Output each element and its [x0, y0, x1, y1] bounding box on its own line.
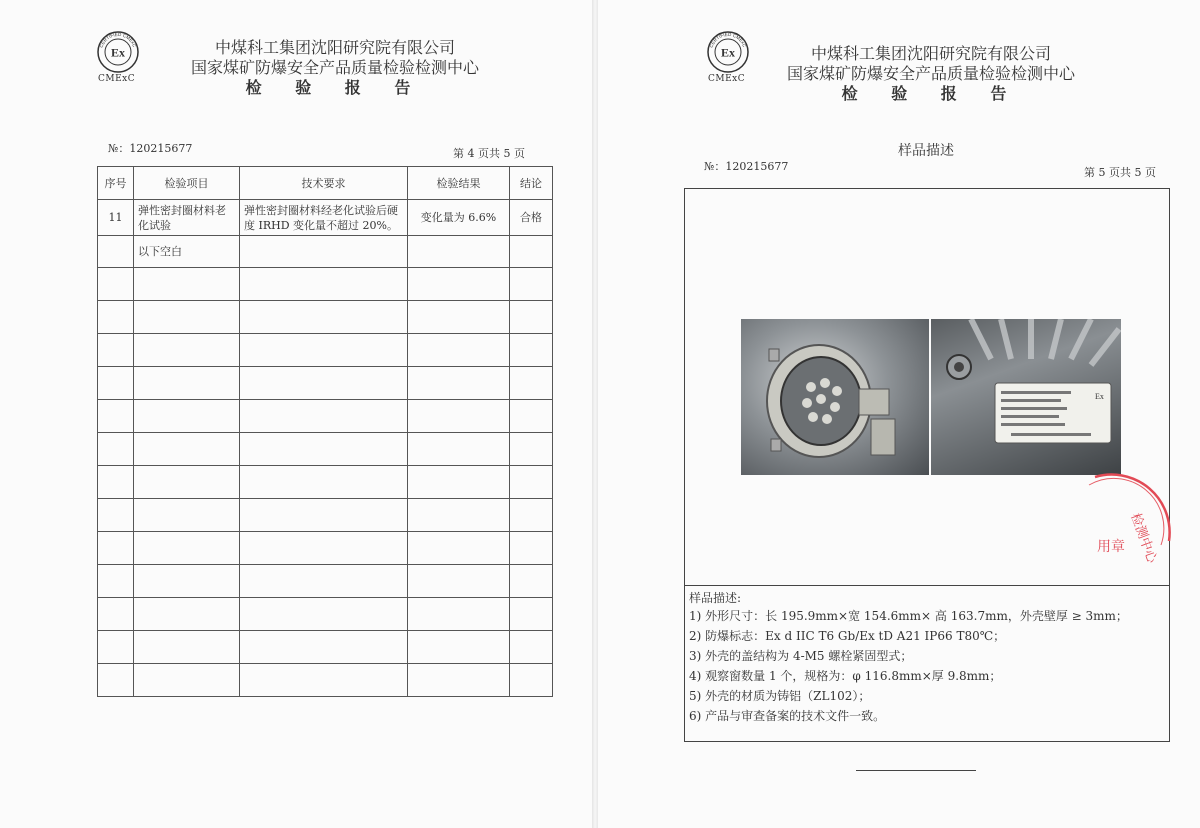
cell-item: 以下空白 [134, 236, 240, 268]
right-page [598, 0, 1200, 828]
description-line-5: 5) 外壳的材质为铸铝（ZL102）； [689, 689, 871, 703]
table-row [98, 200, 553, 236]
logo-ring-text: CERTIFIED CMExC [98, 31, 138, 49]
cell-item [134, 664, 240, 697]
cell-result [408, 367, 510, 400]
table-row [98, 236, 553, 268]
logo-ring-text: CERTIFIED CMExC [708, 31, 748, 49]
table-row [98, 400, 553, 433]
company-name: 中煤科工集团沈阳研究院有限公司 [810, 44, 1051, 63]
table-row [98, 334, 553, 367]
cell-result [408, 565, 510, 598]
cell-item [134, 532, 240, 565]
description-line-4: 4) 观察窗数量 1 个，规格为：φ 116.8mm×厚 9.8mm； [689, 669, 1002, 683]
cell-result [408, 433, 510, 466]
cell-requirement: 弹性密封圈材料经老化试验后硬度 IRHD 变化量不超过 20%。 [240, 200, 408, 236]
cmexc-logo [96, 30, 140, 74]
cell-no [98, 433, 134, 466]
inspection-table [97, 166, 553, 697]
cell-item [134, 268, 240, 301]
table-row [98, 664, 553, 697]
cell-requirement [240, 433, 408, 466]
cell-requirement [240, 631, 408, 664]
cell-item [134, 400, 240, 433]
cell-result [408, 236, 510, 268]
description-line-6: 6) 产品与审查备案的技术文件一致。 [689, 709, 886, 723]
cell-verdict [510, 301, 553, 334]
cmexc-logo [706, 30, 750, 74]
cell-no [98, 466, 134, 499]
cell-requirement [240, 367, 408, 400]
sample-description-frame [684, 188, 1170, 742]
cell-requirement [240, 532, 408, 565]
center-name: 国家煤矿防爆安全产品质量检验检测中心 [190, 58, 479, 77]
cell-no [98, 301, 134, 334]
col-header-result: 检验结果 [408, 167, 510, 200]
table-header-row [98, 167, 553, 200]
cell-result [408, 631, 510, 664]
cell-verdict [510, 334, 553, 367]
cell-no [98, 664, 134, 697]
logo-ex-text: Ex [110, 45, 126, 60]
logo-label: CMExC [98, 74, 136, 84]
cell-verdict [510, 367, 553, 400]
cell-verdict [510, 631, 553, 664]
table-row [98, 631, 553, 664]
cell-item [134, 433, 240, 466]
cell-item [134, 301, 240, 334]
table-row [98, 433, 553, 466]
seal-text-1: 检测中心 [1127, 511, 1160, 566]
report-title: 检 验 报 告 [245, 78, 425, 97]
cell-result [408, 400, 510, 433]
table-row [98, 565, 553, 598]
footer-rule [856, 770, 976, 771]
seal-text-2: 用章 [1097, 539, 1125, 555]
nameplate-ex-mark: Ex [1095, 392, 1104, 401]
cell-verdict [510, 466, 553, 499]
table-row [98, 367, 553, 400]
explosion-proof-lamp-image [741, 319, 929, 475]
description-divider [685, 585, 1169, 586]
description-line-2: 2) 防爆标志：Ex d IIC T6 Gb/Ex tD A21 IP66 T80℃； [689, 629, 1006, 643]
section-title: 样品描述 [898, 143, 954, 159]
logo-ex-text: Ex [720, 45, 736, 60]
red-seal-stamp [1075, 471, 1171, 587]
cell-no [98, 236, 134, 268]
cell-item [134, 367, 240, 400]
cell-requirement [240, 301, 408, 334]
cell-item [134, 499, 240, 532]
table-row [98, 532, 553, 565]
cell-no [98, 499, 134, 532]
cell-verdict [510, 598, 553, 631]
cell-result [408, 301, 510, 334]
table-row [98, 466, 553, 499]
report-number: №：120215677 [108, 142, 193, 155]
cell-no [98, 598, 134, 631]
cell-no [98, 400, 134, 433]
report-title: 检 验 报 告 [841, 84, 1021, 103]
cell-verdict [510, 664, 553, 697]
cell-verdict [510, 236, 553, 268]
cell-item [134, 565, 240, 598]
cell-requirement [240, 236, 408, 268]
cell-item: 弹性密封圈材料老化试验 [134, 200, 240, 236]
description-title: 样品描述: [689, 591, 742, 605]
company-name: 中煤科工集团沈阳研究院有限公司 [214, 38, 455, 57]
cell-verdict: 合格 [510, 200, 553, 236]
col-header-requirement: 技术要求 [240, 167, 408, 200]
col-header-no: 序号 [98, 167, 134, 200]
cell-no: 11 [98, 200, 134, 236]
cell-no [98, 631, 134, 664]
cell-requirement [240, 598, 408, 631]
cell-item [134, 466, 240, 499]
cell-verdict [510, 268, 553, 301]
seal-image [1075, 471, 1171, 587]
cell-item [134, 598, 240, 631]
cell-requirement [240, 664, 408, 697]
cell-result [408, 598, 510, 631]
cell-result [408, 664, 510, 697]
col-header-item: 检验项目 [134, 167, 240, 200]
cell-result [408, 499, 510, 532]
page-info: 第 5 页共 5 页 [1084, 166, 1156, 179]
lamp-photo [741, 319, 929, 475]
nameplate-photo [931, 319, 1121, 475]
report-header [150, 38, 520, 98]
cell-no [98, 334, 134, 367]
table-row [98, 301, 553, 334]
cell-requirement [240, 565, 408, 598]
cell-result [408, 268, 510, 301]
cell-result [408, 466, 510, 499]
cell-verdict [510, 565, 553, 598]
cell-verdict [510, 532, 553, 565]
cell-no [98, 532, 134, 565]
page-info: 第 4 页共 5 页 [453, 147, 525, 160]
cell-requirement [240, 499, 408, 532]
table-row [98, 499, 553, 532]
report-number: №：120215677 [704, 160, 789, 173]
logo-label: CMExC [708, 74, 746, 84]
left-page [0, 0, 592, 828]
col-header-verdict: 结论 [510, 167, 553, 200]
cell-result [408, 532, 510, 565]
cmexc-logo-icon [706, 30, 750, 74]
cell-no [98, 268, 134, 301]
cell-verdict [510, 499, 553, 532]
description-line-1: 1) 外形尺寸：长 195.9mm×宽 154.6mm× 高 163.7mm，外壳壁厚 ≥ 3mm； [689, 609, 1128, 623]
cell-requirement [240, 400, 408, 433]
cell-verdict [510, 433, 553, 466]
nameplate-image [931, 319, 1121, 475]
cell-verdict [510, 400, 553, 433]
cell-requirement [240, 334, 408, 367]
description-line-3: 3) 外壳的盖结构为 4-M5 螺栓紧固型式； [689, 649, 913, 663]
cmexc-logo-icon [96, 30, 140, 74]
cell-no [98, 367, 134, 400]
cell-result [408, 334, 510, 367]
cell-no [98, 565, 134, 598]
cell-item [134, 631, 240, 664]
cell-requirement [240, 466, 408, 499]
cell-requirement [240, 268, 408, 301]
table-row [98, 598, 553, 631]
report-header [761, 44, 1101, 104]
table-row [98, 268, 553, 301]
cell-result: 变化量为 6.6% [408, 200, 510, 236]
center-name: 国家煤矿防爆安全产品质量检验检测中心 [786, 64, 1075, 83]
cell-item [134, 334, 240, 367]
